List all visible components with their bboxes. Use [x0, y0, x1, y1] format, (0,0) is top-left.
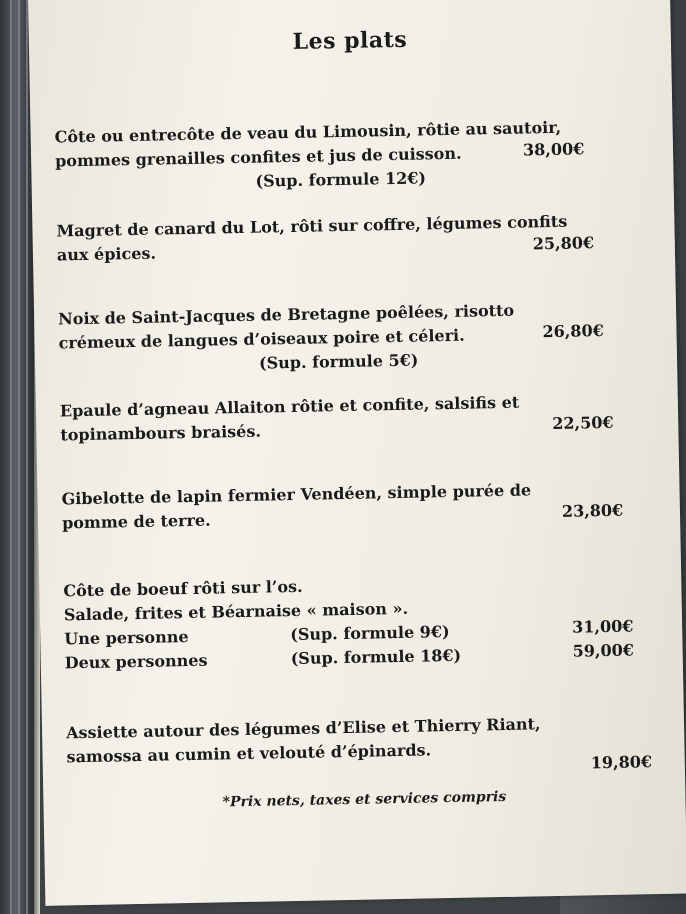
dish-description-line: samossa au cumin et velouté d’épinards.: [66, 740, 432, 767]
menu-item: [58, 297, 619, 380]
option-price: 31,00€: [571, 616, 634, 637]
dish-description-line: pomme de terre.: [61, 510, 211, 533]
dish-price: 23,80€: [561, 500, 624, 521]
dish-supplement: (Sup. formule 12€): [255, 168, 427, 191]
option-supplement: (Sup. formule 9€): [290, 622, 450, 645]
dish-description-line: crémeux de langues d’oiseaux poire et céleri.: [58, 325, 465, 353]
dish-description-line: Gibelotte de lapin fermier Vendéen, simple purée de: [61, 480, 532, 509]
option-supplement: (Sup. formule 18€): [290, 645, 462, 669]
dish-price: 38,00€: [522, 139, 585, 160]
menu-item: [61, 477, 622, 536]
dish-price: 19,80€: [590, 752, 653, 773]
binder-stitch: [26, 0, 28, 914]
option-price: 59,00€: [572, 640, 635, 661]
option-label: Deux personnes: [64, 650, 208, 673]
dish-description-line: Salade, frites et Béarnaise « maison ».: [63, 598, 409, 625]
binder-stitch: [18, 0, 20, 914]
dish-description-line: topinambours braisés.: [60, 421, 262, 445]
dish-price: 22,50€: [552, 412, 614, 434]
dish-description-line: aux épices.: [56, 243, 157, 265]
page-title: Les plats: [292, 26, 408, 55]
menu-item: [66, 711, 627, 770]
dish-description-line: Magret de canard du Lot, rôti sur coffre, légumes confits: [56, 211, 568, 241]
dish-price: 25,80€: [532, 233, 595, 254]
dish-description-line: Côte ou entrecôte de veau du Limousin, rôtie au sautoir,: [54, 117, 562, 147]
binder-stitch: [10, 0, 12, 914]
option-label: Une personne: [64, 627, 189, 649]
dish-supplement: (Sup. formule 5€): [258, 350, 419, 373]
menu-footnote: *Prix nets, taxes et services compris: [222, 788, 507, 811]
dish-description-line: Noix de Saint-Jacques de Bretagne poêlées, risotto: [57, 300, 515, 329]
menu-item: [63, 569, 625, 676]
menu-binder-spine: [0, 0, 34, 914]
dish-description-line: Côte de boeuf rôti sur l’os.: [63, 576, 303, 601]
dish-description-line: pommes grenailles confites et jus de cuisson.: [54, 143, 462, 171]
menu-item: [60, 389, 621, 448]
menu-page: [28, 0, 686, 906]
dish-price: 26,80€: [542, 321, 604, 342]
dish-description-line: Assiette autour des légumes d’Elise et Thierry Riant,: [65, 714, 541, 743]
dish-description-line: Epaule d’agneau Allaiton rôtie et confite, salsifis et: [59, 392, 520, 421]
